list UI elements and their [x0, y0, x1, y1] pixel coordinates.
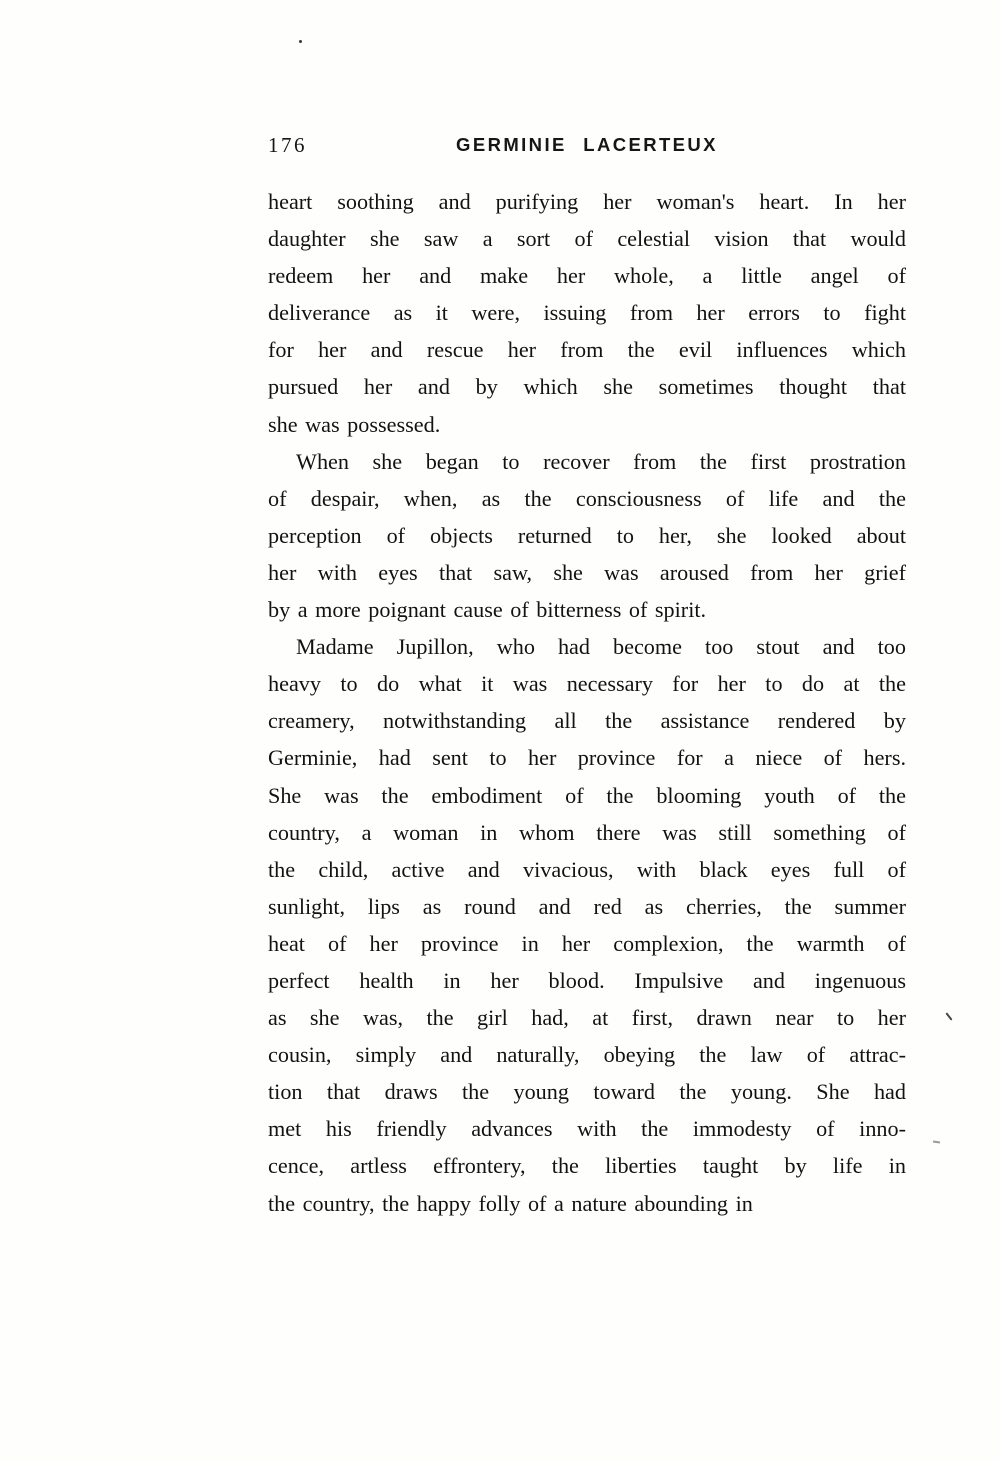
- text-line: perception of objects returned to her, she looked about: [268, 522, 906, 548]
- running-title: GERMINIE LACERTEUX: [456, 134, 718, 155]
- text-line: the country, the happy folly of a nature abounding in: [268, 1190, 753, 1216]
- text-line: perfect health in her blood. Impulsive and ingenuous: [268, 967, 906, 993]
- text-line: country, a woman in whom there was still something of: [268, 819, 906, 845]
- text-line: for her and rescue her from the evil influences which: [268, 337, 906, 363]
- paragraph: [268, 628, 906, 1222]
- text-line: met his friendly advances with the immodesty of inno-: [268, 1116, 906, 1142]
- text-line: cence, artless effrontery, the liberties taught by life in: [268, 1153, 906, 1179]
- text-line: tion that draws the young toward the young. She had: [268, 1079, 906, 1105]
- text-line: heat of her province in her complexion, the warmth of: [268, 930, 906, 956]
- paragraph: [268, 443, 906, 628]
- text-line: she was possessed.: [268, 411, 441, 437]
- text-line: the child, active and vivacious, with black eyes full of: [268, 856, 906, 882]
- text-line: When she began to recover from the first prostration: [296, 448, 906, 474]
- page-body: [268, 183, 906, 1222]
- text-line: her with eyes that saw, she was aroused from her grief: [268, 559, 906, 585]
- page-number: 176: [268, 133, 307, 157]
- scan-artifact-tick: [945, 1012, 952, 1020]
- text-line: of despair, when, as the consciousness of life and the: [268, 485, 906, 511]
- text-line: Germinie, had sent to her province for a niece of hers.: [268, 745, 906, 771]
- paragraph: [268, 183, 906, 443]
- text-line: redeem her and make her whole, a little angel of: [268, 263, 906, 289]
- text-line: deliverance as it were, issuing from her errors to fight: [268, 300, 906, 326]
- text-line: daughter she saw a sort of celestial vision that would: [268, 226, 906, 252]
- text-line: creamery, notwithstanding all the assistance rendered by: [268, 708, 906, 734]
- text-line: Madame Jupillon, who had become too stout and too: [296, 634, 906, 660]
- text-line: as she was, the girl had, at first, drawn near to her: [268, 1005, 906, 1031]
- text-line: cousin, simply and naturally, obeying the law of attrac-: [268, 1042, 906, 1068]
- text-line: pursued her and by which she sometimes thought that: [268, 374, 906, 400]
- running-header: [268, 132, 906, 158]
- text-line: by a more poignant cause of bitterness of spirit.: [268, 597, 707, 623]
- text-line: She was the embodiment of the blooming youth of the: [268, 782, 906, 808]
- text-line: sunlight, lips as round and red as cherries, the summer: [268, 893, 906, 919]
- scan-artifact-dot: [299, 40, 302, 43]
- scan-artifact-dash: [933, 1141, 940, 1144]
- text-line: heavy to do what it was necessary for her to do at the: [268, 671, 906, 697]
- text-line: heart soothing and purifying her woman's heart. In her: [268, 189, 906, 214]
